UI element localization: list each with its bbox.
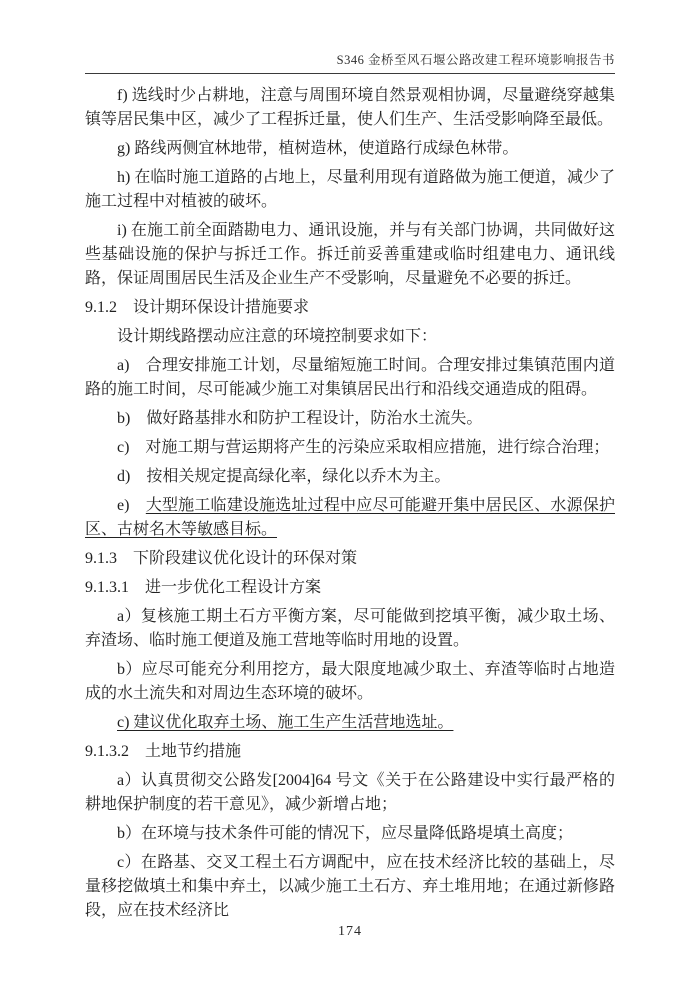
- text-run: a）复核施工期土石方平衡方案，尽可能做到挖填平衡，减少取土场、弃渣场、临时施工便道及施工营地等临时用地的设置。: [85, 608, 615, 649]
- text-run: 9.1.2 设计期环保设计措施要求: [85, 299, 310, 316]
- paragraph: [85, 851, 615, 923]
- text-run: d) 按相关规定提高绿化率，绿化以乔木为主。: [117, 468, 451, 485]
- text-run: b）应尽可能充分利用挖方，最大限度地减少取土、弃渣等临时占地造成的水土流失和对周边生态环境的破坏。: [85, 661, 615, 702]
- page-header: [85, 50, 615, 74]
- text-run: f) 选线时少占耕地，注意与周围环境自然景观相协调，尽量避绕穿越集镇等居民集中区，减少了工程拆迁量，使人们生产、生活受影响降至最低。: [85, 87, 615, 128]
- paragraph: [85, 219, 615, 291]
- paragraph: [85, 407, 615, 431]
- underlined-text-run: c) 建议优化取弃土场、施工生产生活营地选址。: [117, 714, 454, 731]
- page-footer: [0, 922, 700, 940]
- text-run: b) 做好路基排水和防护工程设计，防治水土流失。: [117, 410, 483, 427]
- text-run: c）在路基、交叉工程土石方调配中，应在技术经济比较的基础上，尽量移挖做填土和集中弃土，以减少施工土石方、弃土堆用地；在通过新修路段，应在技术经济比: [85, 854, 615, 919]
- text-run: 设计期线路摆动应注意的环境控制要求如下：: [117, 328, 438, 345]
- page-number: 174: [338, 924, 362, 939]
- section-heading: [85, 296, 615, 320]
- paragraph: [85, 711, 615, 735]
- text-run: c) 对施工期与营运期将产生的污染应采取相应措施，进行综合治理；: [117, 439, 610, 456]
- text-run: h) 在临时施工道路的占地上，尽量利用现有道路做为施工便道，减少了施工过程中对植被的破坏。: [85, 169, 615, 210]
- paragraph: [85, 84, 615, 132]
- paragraph: [85, 137, 615, 161]
- paragraph: [85, 658, 615, 706]
- text-run: e): [117, 497, 146, 514]
- section-heading: [85, 576, 615, 600]
- text-run: a）认真贯彻交公路发[2004]64 号文《关于在公路建设中实行最严格的耕地保护制度的若干意见》，减少新增占地；: [85, 772, 615, 813]
- paragraph: [85, 605, 615, 653]
- paragraph: [85, 494, 615, 542]
- paragraph: [85, 822, 615, 846]
- underlined-text-run: 大型施工临建设施选址过程中应尽可能避开集中居民区、水源保护区、古树名木等敏感目标。: [85, 497, 615, 538]
- header-rule: [85, 73, 615, 74]
- text-run: g) 路线两侧宜林地带，植树造林，使道路行成绿色林带。: [117, 140, 519, 157]
- text-run: b）在环境与技术条件可能的情况下，应尽量降低路堤填土高度；: [117, 825, 574, 842]
- paragraph: [85, 769, 615, 817]
- paragraph: [85, 166, 615, 214]
- text-run: 9.1.3.1 进一步优化工程设计方案: [85, 579, 322, 596]
- text-run: 9.1.3 下阶段建议优化设计的环保对策: [85, 550, 358, 567]
- text-run: a) 合理安排施工计划，尽量缩短施工时间。合理安排过集镇范围内道路的施工时间，尽可能减少施工对集镇居民出行和沿线交通造成的阻碍。: [85, 357, 615, 398]
- running-header-title: S346 金桥至风石堰公路改建工程环境影响报告书: [336, 53, 615, 67]
- text-run: 9.1.3.2 土地节约措施: [85, 743, 242, 760]
- paragraph: [85, 465, 615, 489]
- document-body: [85, 84, 615, 928]
- paragraph: [85, 354, 615, 402]
- paragraph: [85, 325, 615, 349]
- text-run: i) 在施工前全面踏勘电力、通讯设施，并与有关部门协调，共同做好这些基础设施的保护与拆迁工作。拆迁前妥善重建或临时组建电力、通讯线路，保证周围居民生活及企业生产不受影响，尽量避免不必要的拆迁。: [85, 222, 615, 287]
- paragraph: [85, 436, 615, 460]
- section-heading: [85, 547, 615, 571]
- section-heading: [85, 740, 615, 764]
